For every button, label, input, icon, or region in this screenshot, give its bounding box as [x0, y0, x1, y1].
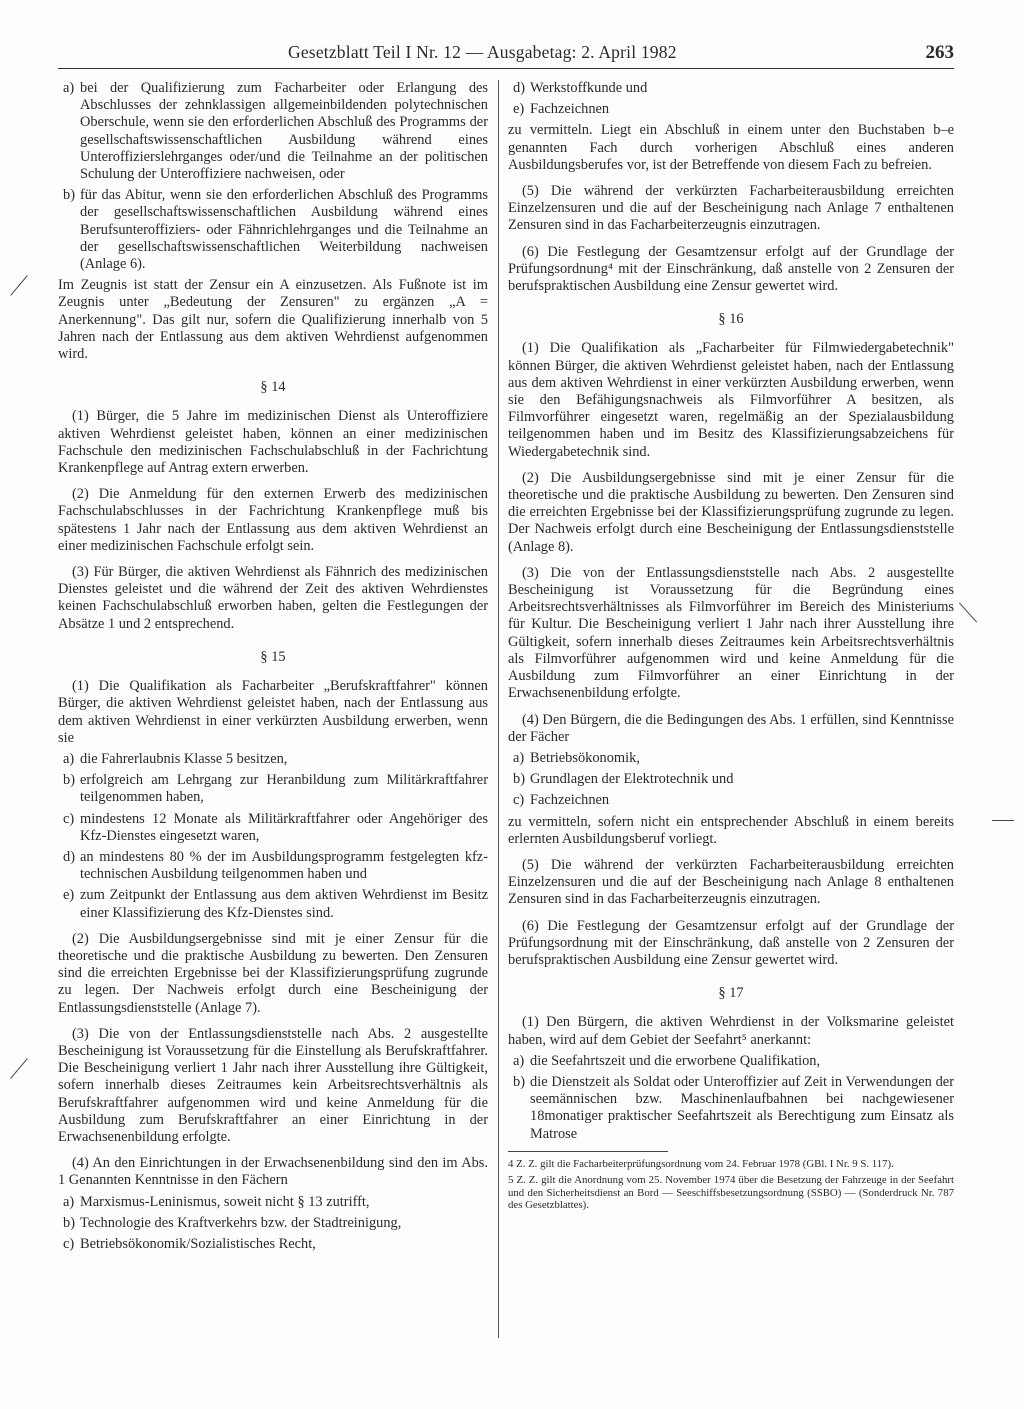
margin-mark — [10, 1058, 27, 1079]
section-heading: § 17 — [718, 985, 744, 1002]
paragraph: (4) Den Bürgern, die die Bedingungen des Abs. 1 erfüllen, sind Kenntnisse der Fächer — [508, 711, 954, 745]
list-text: bei der Qualifizierung zum Facharbeiter oder Erlangung des Abschlusses der zehnklassigen allgemeinbildenden polytechnischen Oberschule, wenn sie den erforderlichen Abschluß des Programms der gesellschaftswissenschaftlichen Ausbildung während eines Unteroffizierslehrganges oder/und die Teilnahme an der politischen Schulung der Unteroffiziere nachweisen, oder — [80, 80, 488, 183]
header-title: Gesetzblatt Teil I Nr. 12 — Ausgabetag: 2. April 1982 — [288, 42, 677, 62]
list-marker: a) — [63, 1193, 75, 1210]
list-item — [508, 750, 954, 767]
list-item — [58, 772, 488, 806]
section-heading: § 14 — [260, 379, 286, 396]
list-text: erfolgreich am Lehrgang zur Heranbildung zum Militärkraftfahrer teilgenommen haben, — [80, 772, 488, 806]
paragraph: (2) Die Anmeldung für den externen Erwerb des medizinischen Fachschulabschlusses in der Fachrichtung Krankenpflege muß bis spätestens 1 Jahr nach der Entlassung aus dem aktiven Wehrdienst an einer medizinischen Fachschule erfolgt sein. — [58, 486, 488, 554]
page-header — [58, 40, 954, 69]
list-text: Grundlagen der Elektrotechnik und — [530, 771, 734, 788]
list-text: Werkstoffkunde und — [530, 80, 648, 96]
paragraph: Im Zeugnis ist statt der Zensur ein A einzusetzen. Als Fußnote ist im Zeugnis unter „Bedeutung der Zensuren" zu ergänzen „A = Anerkennung". Das gilt nur, sofern die Qualifizierung innerhalb von 5 Jahren nach der Entlassung aus dem aktiven Wehrdienst aufgenommen wird. — [58, 277, 488, 363]
list-text: Betriebsökonomik/Sozialistisches Recht, — [80, 1235, 316, 1252]
margin-mark — [992, 820, 1014, 821]
list-text: Technologie des Kraftverkehrs bzw. der Stadtreinigung, — [80, 1214, 402, 1231]
list-marker: d) — [63, 848, 75, 865]
list-marker: b) — [513, 771, 525, 788]
list-text: Marxismus-Leninismus, soweit nicht § 13 zutrifft, — [80, 1193, 370, 1210]
left-column — [58, 80, 488, 1257]
paragraph: zu vermitteln, sofern nicht ein entsprechender Abschluß in einem bereits erlernten Ausbildungsberuf vorliegt. — [508, 813, 954, 847]
paragraph: (2) Die Ausbildungsergebnisse sind mit je einer Zensur für die theoretische und die praktische Ausbildung zu bewerten. Den Zensuren sind die erreichten Ergebnisse bei der Klassifizierungsprüfung zugrunde zu legen. Der Nachweis erfolgt durch eine Bescheinigung der Entlassungsdienststelle (Anlage 8). — [508, 469, 954, 555]
list-text: die Dienstzeit als Soldat oder Unteroffizier auf Zeit in Verwendungen der seemännischen bzw. Maschinenlaufbahnen bei nachgewiesener 18monatiger praktischer Seefahrtszeit als Berechtigung zum Einsatz als Matrose — [530, 1073, 954, 1142]
paragraph: (3) Die von der Entlassungsdienststelle nach Abs. 2 ausgestellte Bescheinigung ist Voraussetzung für die Einstellung als Berufskraftfahrer. Die Bescheinigung verliert 1 Jahr nach ihrer Ausstellung ihre Gültigkeit, sofern innerhalb dieses Zeitraumes kein Arbeitsrechtsverhältnis als Berufskraftfahrer aufgenommen wird und keine Anmeldung für die Ausbildung zum Berufskraftfahrer an einer Einrichtung in der Erwachsenenbildung erfolgte. — [58, 1025, 488, 1145]
list-marker: a) — [513, 749, 525, 766]
list-marker: b) — [513, 1073, 525, 1090]
paragraph: (6) Die Festlegung der Gesamtzensur erfolgt auf der Grundlage der Prüfungsordnung mit der Einschränkung, daß anstelle von 2 Zensuren der berufspraktischen Ausbildung eine Zensur gewertet wird. — [508, 917, 954, 968]
list-item — [508, 771, 954, 788]
column-divider — [498, 80, 499, 1338]
list-text: Fachzeichnen — [530, 792, 610, 809]
list-item — [508, 101, 954, 118]
list-item — [58, 887, 488, 921]
paragraph: zu vermitteln. Liegt ein Abschluß in einem unter den Buchstaben b–e genannten Fach durch vorherigen Abschluß eines anderen Ausbildungsberufes vor, ist der Betreffende von diesem Fach zu befreien. — [508, 122, 954, 173]
margin-mark — [959, 603, 977, 623]
list-marker: b) — [63, 1214, 75, 1231]
list-marker: c) — [63, 1235, 75, 1252]
list-item — [508, 1053, 954, 1070]
paragraph: (3) Die von der Entlassungsdienststelle nach Abs. 2 ausgestellte Bescheinigung ist Voraussetzung für die Begründung eines Arbeitsrechtsverhältnisses als Filmvorführer im Bereich des Ministeriums für Kultur. Die Bescheinigung verliert 1 Jahr nach ihrer Ausstellung ihre Gültigkeit, sofern innerhalb dieses Zeitraumes kein Arbeitsrechtsverhältnis als Filmvorführer aufgenommen wird und keine Anmeldung für die Ausbildung zum Filmvorführer an einer Einrichtung in der Erwachsenenbildung erfolgte. — [508, 564, 954, 702]
paragraph: (2) Die Ausbildungsergebnisse sind mit je einer Zensur für die theoretische und die praktische Ausbildung zu bewerten. Den Zensuren sind die erreichten Ergebnisse bei der Klassifizierungsprüfung zugrunde zu legen. Der Nachweis erfolgt durch eine Bescheinigung der Entlassungsdienststelle (Anlage 7). — [58, 930, 488, 1016]
margin-mark — [10, 275, 27, 296]
list-item — [58, 1194, 488, 1211]
list-item — [58, 80, 488, 183]
list-marker: e) — [63, 887, 75, 904]
paragraph: (1) Die Qualifikation als „Facharbeiter für Filmwiedergabetechnik" können Bürger, die aktiven Wehrdienst geleistet haben, nach der Entlassung aus dem aktiven Wehrdienst in einer verkürzten Ausbildung erwerben, wenn sie den Befähigungsnachweis als Filmvorführer A besitzen, als Filmvorführer eingesetzt waren, regelmäßig an der Spezialausbildung teilgenommen haben und im Besitz des Klassifizierungsabzeichens für Wiedergabetechnik sind. — [508, 340, 954, 460]
list-item — [58, 187, 488, 273]
paragraph: (1) Bürger, die 5 Jahre im medizinischen Dienst als Unteroffiziere aktiven Wehrdienst geleistet haben, können an einer medizinischen Fachschule den medizinischen Fachschulabschluß in der Fachrichtung Krankenpflege auf Antrag extern erwerben. — [58, 408, 488, 477]
right-column — [508, 80, 954, 1215]
list-text: die Seefahrtszeit und die erworbene Qualifikation, — [530, 1052, 821, 1069]
paragraph: (5) Die während der verkürzten Facharbeiterausbildung erreichten Einzelzensuren und die auf der Bescheinigung nach Anlage 8 enthaltenen Zensuren sind in das Facharbeiterzeugnis einzutragen. — [508, 856, 954, 908]
list-item — [58, 849, 488, 883]
footnote-rule — [508, 1151, 668, 1152]
footnote: 5 Z. Z. gilt die Anordnung vom 25. November 1974 über die Besetzung der Fahrzeuge in der Seefahrt und den Sicherheitsdienst an Bord — Seeschiffsbesetzungsordnung (SSBO) — (Sonderdruck Nr. 787 des Gesetzblattes). — [508, 1174, 954, 1211]
list-text: Betriebsökonomik, — [530, 749, 640, 766]
paragraph: (1) Den Bürgern, die aktiven Wehrdienst in der Volksmarine geleistet haben, wird auf dem Gebiet der Seefahrt⁵ anerkannt: — [508, 1014, 954, 1048]
list-text: Fachzeichnen — [530, 101, 610, 118]
paragraph: (5) Die während der verkürzten Facharbeiterausbildung erreichten Einzelzensuren und die auf der Bescheinigung nach Anlage 7 enthaltenen Zensuren sind in das Facharbeiterzeugnis einzutragen. — [508, 183, 954, 234]
list-item — [58, 1215, 488, 1232]
list-text: die Fahrerlaubnis Klasse 5 besitzen, — [80, 750, 288, 767]
list-marker: d) — [513, 80, 525, 96]
list-marker: c) — [513, 792, 525, 809]
list-text: für das Abitur, wenn sie den erforderlichen Abschluß des Programms der gesellschaftswissenschaftlichen Ausbildung während eines Berufsunteroffiziers- oder Fähnrichlehrganges und die Teilnahme an der gesellschaftswissenschaftlichen Weiterbildung nachweisen (Anlage 6). — [80, 187, 488, 273]
paragraph: (4) An den Einrichtungen in der Erwachsenenbildung sind den im Abs. 1 Genannten Kenntnisse in den Fächern — [58, 1155, 488, 1189]
page-number: 263 — [925, 42, 954, 63]
list-marker: c) — [63, 810, 75, 827]
list-marker: b) — [63, 187, 75, 204]
footnote: 4 Z. Z. gilt die Facharbeiterprüfungsordnung vom 24. Februar 1978 (GBl. I Nr. 9 S. 117). — [508, 1157, 894, 1170]
paragraph: (3) Für Bürger, die aktiven Wehrdienst als Fähnrich des medizinischen Dienstes geleistet und die während der Zeit des aktiven Wehrdienstes keinen Fachschulabschluß erworben haben, gelten die Festlegungen der Absätze 1 und 2 entsprechend. — [58, 564, 488, 632]
list-text: an mindestens 80 % der im Ausbildungsprogramm festgelegten kfz-technischen Ausbildung teilgenommen haben und — [80, 848, 488, 883]
paragraph: (1) Die Qualifikation als Facharbeiter „Berufskraftfahrer" können Bürger, die aktiven Wehrdienst geleistet haben, nach der Entlassung aus dem aktiven Wehrdienst in einer verkürzten Ausbildung erwerben, wenn sie — [58, 678, 488, 746]
section-heading: § 16 — [718, 311, 744, 328]
list-marker: b) — [63, 772, 75, 789]
list-item — [508, 1074, 954, 1143]
section-heading: § 15 — [260, 648, 286, 665]
list-item — [58, 751, 488, 768]
list-text: zum Zeitpunkt der Entlassung aus dem aktiven Wehrdienst im Besitz einer Klassifizierung des Kfz-Dienstes sind. — [80, 887, 488, 921]
paragraph: (6) Die Festlegung der Gesamtzensur erfolgt auf der Grundlage der Prüfungsordnung⁴ mit der Einschränkung, daß anstelle von 2 Zensuren der berufspraktischen Ausbildung eine Zensur gewertet wird. — [508, 243, 954, 295]
list-item — [58, 1236, 488, 1253]
list-marker: a) — [513, 1052, 525, 1069]
list-marker: a) — [63, 750, 75, 767]
list-item — [58, 811, 488, 845]
list-item — [508, 80, 954, 97]
list-item — [508, 792, 954, 809]
list-text: mindestens 12 Monate als Militärkraftfahrer oder Angehöriger des Kfz-Dienstes eingesetzt waren, — [80, 810, 488, 844]
list-marker: e) — [513, 101, 525, 118]
list-marker: a) — [63, 80, 75, 96]
